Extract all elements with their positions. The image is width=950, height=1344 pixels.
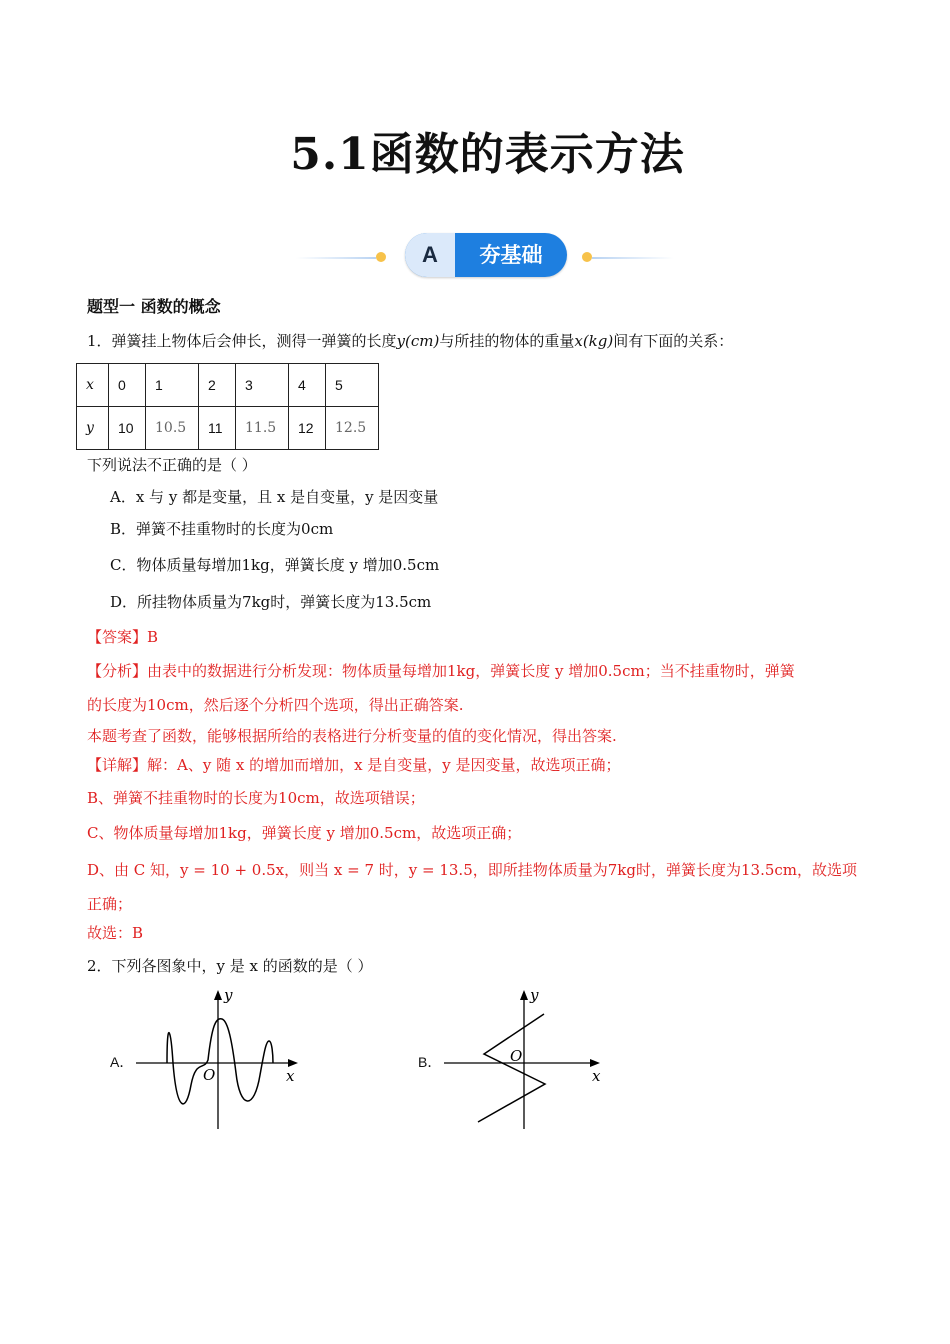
banner-line-left [296, 257, 376, 259]
table-cell: 12.5 [326, 407, 379, 450]
table-cell: 2 [199, 364, 236, 407]
q1-analysis-line: 本题考查了函数，能够根据所给的表格进行分析变量的值的变化情况，得出答案. [87, 727, 617, 745]
data-table [76, 363, 379, 450]
table-cell: 0 [109, 364, 146, 407]
q1-answer: 【答案】B [87, 628, 159, 646]
curve-b [478, 1014, 545, 1122]
origin-label: O [203, 1066, 216, 1084]
q1-analysis-line: 的长度为10cm，然后逐个分析四个选项，得出正确答案. [87, 696, 464, 714]
y-axis-label: y [224, 986, 233, 1004]
curve-a [167, 1019, 273, 1104]
q1-detail-line: 【详解】解：A、y 随 x 的增加而增加，x 是自变量，y 是因变量，故选项正确； [87, 756, 621, 774]
q1-detail-line: C、物体质量每增加1kg，弹簧长度 y 增加0.5cm，故选项正确； [87, 824, 522, 842]
q1-option-c: C．物体质量每增加1kg，弹簧长度 y 增加0.5cm [110, 556, 440, 574]
q1-stem-part: 与所挂的物体的重量 [439, 332, 575, 350]
graph-b-label: B． [418, 1054, 442, 1070]
page-title: 5.1函数的表示方法 [290, 129, 685, 180]
q1-conclusion: 故选：B [87, 924, 144, 942]
graph-a [130, 985, 310, 1135]
table-cell: 10.5 [146, 407, 199, 450]
graph-b [440, 985, 620, 1135]
y-axis-label: y [530, 986, 539, 1004]
table-cell: 10 [109, 407, 146, 450]
badge-text: 夯基础 [479, 243, 543, 267]
origin-label: O [510, 1047, 523, 1065]
q1-stem-x: x(kg) [574, 332, 614, 350]
q1-detail-line: B、弹簧不挂重物时的长度为10cm，故选项错误； [87, 789, 425, 807]
q2-stem: 2．下列各图象中，y 是 x 的函数的是（ ） [87, 957, 373, 975]
q1-stem-part: 间有下面的关系： [613, 332, 734, 350]
x-axis-arrow-icon [288, 1059, 298, 1067]
q1-stem [87, 330, 733, 351]
x-axis-label: x [286, 1067, 295, 1085]
table-row-y [77, 407, 379, 450]
badge-letter: A [405, 233, 455, 277]
x-axis-label: x [592, 1067, 601, 1085]
table-cell: y [77, 407, 109, 450]
table-cell: 4 [289, 364, 326, 407]
q1-option-a: A．x 与 y 都是变量，且 x 是自变量，y 是因变量 [110, 488, 439, 506]
banner-dot-right [582, 252, 592, 262]
banner-line-right [592, 257, 674, 259]
table-cell: 11.5 [236, 407, 289, 450]
graph-a-label: A． [110, 1054, 134, 1070]
table-cell: 12 [289, 407, 326, 450]
y-axis-arrow-icon [520, 990, 528, 1000]
q1-detail-line: 正确； [87, 895, 133, 913]
table-cell: 1 [146, 364, 199, 407]
banner-dot-left [376, 252, 386, 262]
table-cell: x [77, 364, 109, 407]
section-badge [405, 233, 567, 277]
q1-stem-part: 1．弹簧挂上物体后会伸长，测得一弹簧的长度 [87, 332, 397, 350]
section-heading: 题型一 函数的概念 [87, 297, 221, 316]
x-axis-arrow-icon [590, 1059, 600, 1067]
y-axis-arrow-icon [214, 990, 222, 1000]
q1-stem-y: y(cm) [396, 332, 440, 350]
q1-ask: 下列说法不正确的是（ ） [87, 456, 257, 474]
q1-option-b: B．弹簧不挂重物时的长度为0cm [110, 520, 334, 538]
table-row-x [77, 364, 379, 407]
q1-detail-line: D、由 C 知，y = 10 + 0.5x，则当 x = 7 时，y = 13.5，即所挂物体质量为7kg时，弹簧长度为13.5cm，故选项 [87, 861, 858, 879]
q1-analysis-line: 【分析】由表中的数据进行分析发现：物体质量每增加1kg，弹簧长度 y 增加0.5cm；当不挂重物时，弹簧 [87, 662, 795, 680]
q1-option-d: D．所挂物体质量为7kg时，弹簧长度为13.5cm [110, 593, 432, 611]
table-cell: 11 [199, 407, 236, 450]
table-cell: 3 [236, 364, 289, 407]
table-cell: 5 [326, 364, 379, 407]
